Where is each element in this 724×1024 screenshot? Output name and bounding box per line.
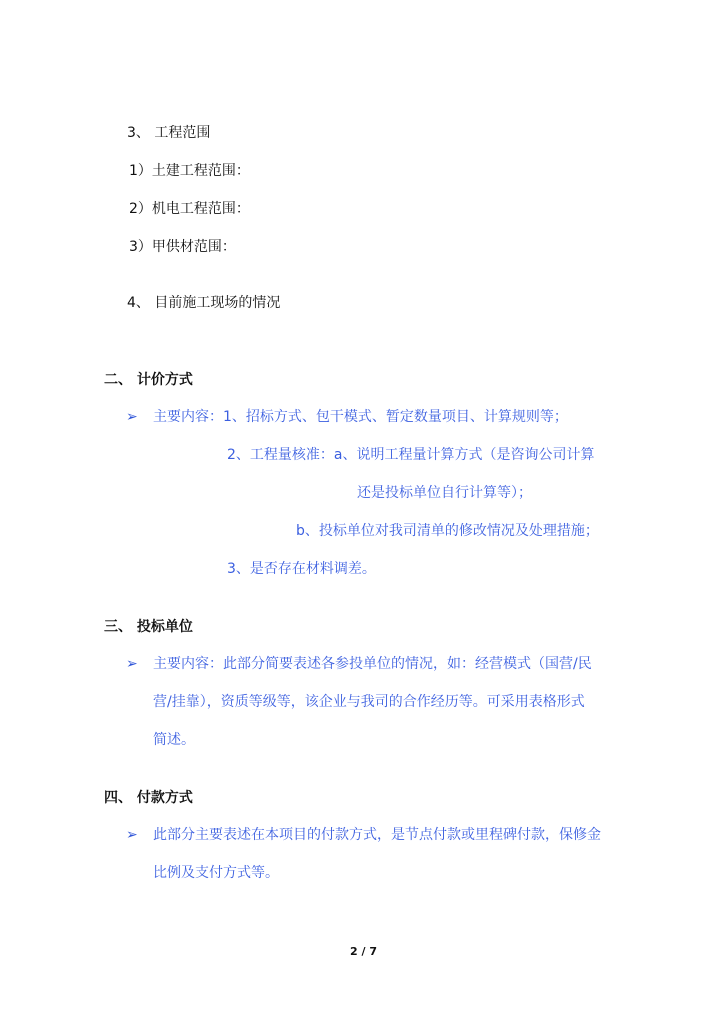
- arrow-bullet-icon: ➢: [126, 656, 138, 672]
- section-4-title: 4、 目前施工现场的情况: [127, 295, 281, 311]
- arrow-bullet-icon: ➢: [126, 827, 138, 843]
- part-2-line-4: b、投标单位对我司清单的修改情况及处理措施；: [296, 523, 599, 539]
- part-4-line-1: 此部分主要表述在本项目的付款方式，是节点付款或里程碑付款，保修金: [153, 827, 601, 843]
- part-3-heading: 三、 投标单位: [104, 619, 193, 635]
- part-2-line-2: 2、工程量核准：a、说明工程量计算方式（是咨询公司计算: [227, 447, 595, 463]
- part-2-line-3: 还是投标单位自行计算等）；: [357, 485, 532, 501]
- scope-item-civil: 1）土建工程范围：: [129, 163, 250, 179]
- part-3-line-2: 营/挂靠），资质等级等，该企业与我司的合作经历等。可采用表格形式: [153, 694, 585, 710]
- part-3-line-1: 主要内容：此部分简要表述各参投单位的情况，如：经营模式（国营/民: [153, 656, 592, 672]
- part-3-line-3: 简述。: [153, 732, 195, 748]
- scope-item-owner-supplied: 3）甲供材范围：: [129, 239, 236, 255]
- part-2-line-1: 主要内容：1、招标方式、包干模式、暂定数量项目、计算规则等；: [153, 409, 568, 425]
- arrow-bullet-icon: ➢: [126, 409, 138, 425]
- scope-item-mep: 2）机电工程范围：: [129, 201, 250, 217]
- part-2-heading: 二、 计价方式: [104, 372, 193, 388]
- part-4-line-2: 比例及支付方式等。: [153, 865, 279, 881]
- page-number: 2 / 7: [350, 945, 377, 958]
- part-4-heading: 四、 付款方式: [104, 790, 193, 806]
- part-2-line-5: 3、是否存在材料调差。: [227, 561, 376, 577]
- section-3-title: 3、 工程范围: [127, 125, 211, 141]
